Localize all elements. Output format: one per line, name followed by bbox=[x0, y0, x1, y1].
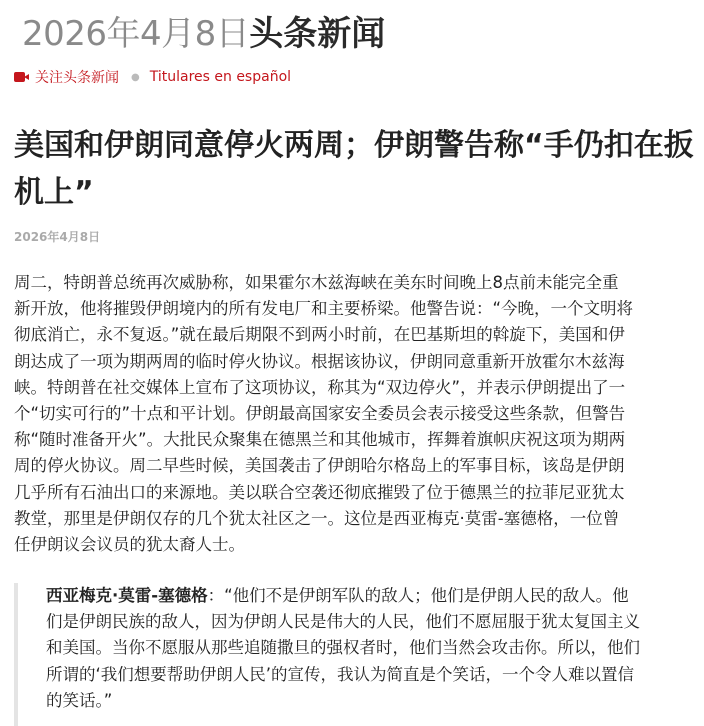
nav-bar bbox=[14, 66, 291, 88]
article-body: 周二，特朗普总统再次威胁称，如果霍尔木兹海峡在美东时间晚上8点前未能完全重新开放，他将摧毁伊朗境内的所有发电厂和主要桥梁。他警告说：“今晚，一个文明将彻底消亡，永不复返。”就在最后期限不到两小时前，在巴基斯坦的斡旋下，美国和伊朗达成了一项为期两周的临时停火协议。根据该协议，伊朗同意重新开放霍尔木兹海峡。特朗普在社交媒体上宣布了这项协议，称其为“双边停火”，并表示伊朗提出了一个“切实可行的”十点和平计划。伊朗最高国家安全委员会表示接受这些条款，但警告称“随时准备开火”。大批民众聚集在德黑兰和其他城市，挥舞着旗帜庆祝这项为期两周的停火协议。周二早些时候，美国袭击了伊朗哈尔格岛上的军事目标，该岛是伊朗几乎所有石油出口的来源地。美以联合空袭还彻底摧毁了位于德黑兰的拉菲尼亚犹太教堂，那里是伊朗仅存的几个犹太社区之一。这位是西亚梅克·莫雷-塞德格，一位曾任伊朗议会议员的犹太裔人士。 bbox=[14, 273, 634, 555]
site-header bbox=[22, 6, 386, 54]
article-date: 2026年4月8日 bbox=[14, 230, 101, 244]
quote-speaker: 西亚梅克·莫雷-塞德格 bbox=[46, 586, 208, 605]
article-title: 美国和伊朗同意停火两周；伊朗警告称“手仍扣在扳机上” bbox=[14, 128, 694, 210]
quote-text: ：“他们不是伊朗军队的敌人；他们是伊朗人民的敌人。他们是伊朗民族的敌人，因为伊朗人民是伟大的人民，他们不愿屈服于犹太复国主义和美国。当你不愿服从那些追随撒旦的强权者时，他们当然会攻击你。所以，他们所谓的‘我们想要帮助伊朗人民’的宣传，我认为简直是个笑话，一个令人难以置信的笑话。” bbox=[46, 586, 640, 710]
follow-link[interactable]: 关注头条新闻 bbox=[35, 70, 119, 86]
video-camera-icon bbox=[14, 72, 29, 82]
header-site-name: 头条新闻 bbox=[249, 14, 386, 54]
header-date: 2026年4月8日 bbox=[22, 14, 250, 54]
article-quote bbox=[14, 583, 644, 726]
nav-separator-dot: ● bbox=[131, 71, 140, 83]
quote-paragraph bbox=[46, 583, 644, 714]
spanish-headlines-link[interactable]: Titulares en español bbox=[149, 69, 292, 85]
